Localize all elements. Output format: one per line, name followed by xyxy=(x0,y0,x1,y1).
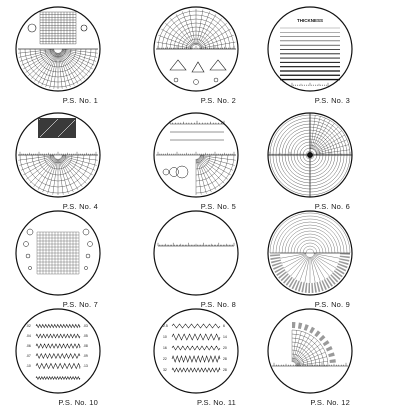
reticle-cell-9 xyxy=(262,208,358,322)
pitch-label: 6 xyxy=(223,324,225,329)
reticle-ps5 xyxy=(148,110,244,206)
pitch-label: 28 xyxy=(223,357,227,362)
reticle-caption: P.S. No. 7 xyxy=(62,300,98,309)
reticle-ps10 xyxy=(10,306,106,402)
pitch-label: 32 xyxy=(163,368,167,373)
reticle-caption: P.S. No. 8 xyxy=(200,300,236,309)
line-width-label: .03 xyxy=(83,324,88,329)
line-width-label: .07 xyxy=(26,354,31,359)
reticle-cell-5 xyxy=(148,110,244,224)
reticle-cell-6 xyxy=(262,110,358,224)
pitch-label: 2.5 xyxy=(163,324,168,329)
reticle-cell-3 xyxy=(262,4,358,118)
reticle-ps9 xyxy=(262,208,358,304)
reticle-cell-10 xyxy=(10,306,106,420)
reticle-cell-11 xyxy=(148,306,244,420)
line-width-label: .06 xyxy=(26,344,31,349)
pitch-label: 16 xyxy=(163,346,167,351)
reticle-ps11 xyxy=(148,306,244,402)
line-width-label: .04 xyxy=(26,334,31,339)
reticle-caption: P.S. No. 11 xyxy=(196,398,236,407)
reticle-caption: P.S. No. 5 xyxy=(200,202,236,211)
reticle-caption: P.S. No. 12 xyxy=(310,398,350,407)
reticle-caption: P.S. No. 9 xyxy=(314,300,350,309)
reticle-caption: P.S. No. 3 xyxy=(314,96,350,105)
pitch-label: 20 xyxy=(223,346,227,351)
reticle-cell-1 xyxy=(10,4,106,118)
reticle-ps12 xyxy=(262,306,358,402)
pitch-label: 28 xyxy=(223,368,227,373)
thickness-heading: THICKNESS xyxy=(296,18,324,23)
reticle-cell-8 xyxy=(148,208,244,322)
reticle-caption: P.S. No. 1 xyxy=(62,96,98,105)
reticle-ps6 xyxy=(262,110,358,206)
reticle-caption: P.S. No. 10 xyxy=(58,398,98,407)
reticle-ps3 xyxy=(262,4,358,100)
reticle-cell-7 xyxy=(10,208,106,322)
reticle-caption: P.S. No. 6 xyxy=(314,202,350,211)
reticle-cell-4 xyxy=(10,110,106,224)
pitch-label: 14 xyxy=(223,335,227,340)
line-width-label: .08 xyxy=(83,344,88,349)
reticle-ps8 xyxy=(148,208,244,304)
pitch-label: 22 xyxy=(163,357,167,362)
reticle-cell-2 xyxy=(148,4,244,118)
line-width-label: .10 xyxy=(26,364,31,369)
reticle-caption: P.S. No. 2 xyxy=(200,96,236,105)
dot-pattern-block xyxy=(38,118,76,138)
reticle-ps4 xyxy=(10,110,106,206)
pitch-label: 10 xyxy=(163,335,167,340)
line-width-label: .09 xyxy=(83,354,88,359)
line-width-label: .02 xyxy=(26,324,31,329)
line-width-label: .13 xyxy=(83,364,88,369)
reticle-ps7 xyxy=(10,208,106,304)
reticle-caption: P.S. No. 4 xyxy=(62,202,98,211)
line-width-label: .05 xyxy=(83,334,88,339)
reticle-ps2 xyxy=(148,4,244,100)
reticle-cell-12 xyxy=(262,306,358,420)
reticle-ps1 xyxy=(10,4,106,100)
